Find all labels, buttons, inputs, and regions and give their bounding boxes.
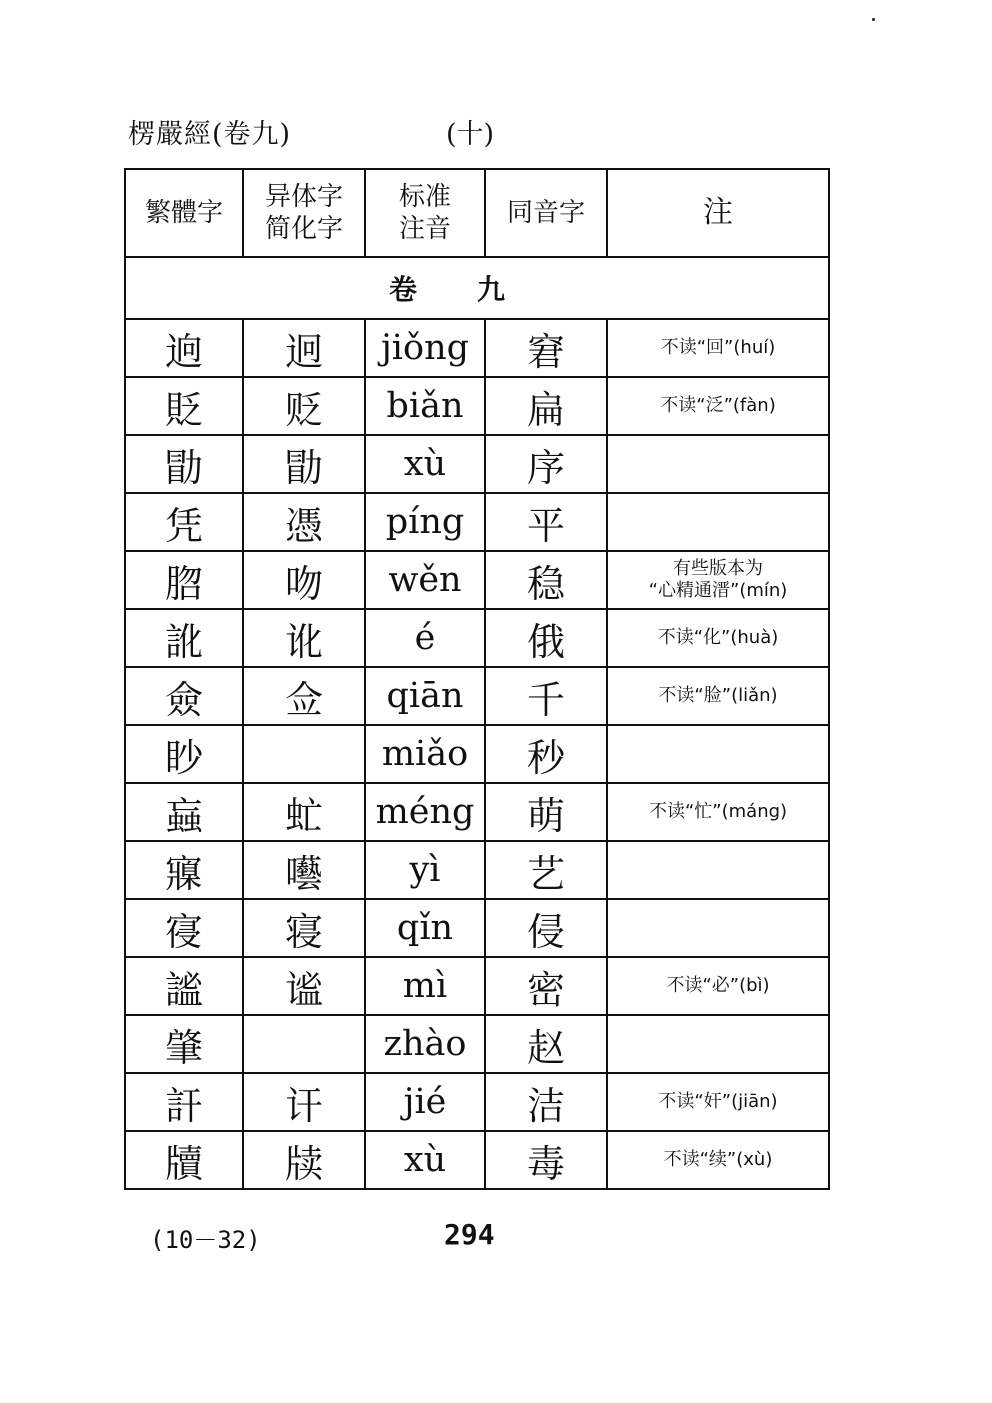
table-row [125, 377, 829, 435]
cell-note: 有些版本为 “心精通溍”(mín) [607, 551, 829, 609]
cell-homophone-char: 洁 [485, 1073, 607, 1131]
cell-traditional-char: 訐 [125, 1073, 243, 1131]
cell-traditional-char: 肇 [125, 1015, 243, 1073]
cell-traditional-char: 寱 [125, 841, 243, 899]
book-title: 楞嚴經(卷九) [128, 119, 292, 150]
cell-note: 不读“化”(huà) [607, 609, 829, 667]
cell-homophone-char: 侵 [485, 899, 607, 957]
page-number: 294 [444, 1218, 495, 1251]
cell-note [607, 899, 829, 957]
cell-pinyin: píng [365, 493, 485, 551]
cell-pinyin: qiān [365, 667, 485, 725]
cell-traditional-char: 貶 [125, 377, 243, 435]
table-row [125, 1015, 829, 1073]
table-row [125, 667, 829, 725]
cell-traditional-char: 蝱 [125, 783, 243, 841]
cell-traditional-char: 訛 [125, 609, 243, 667]
table-row [125, 551, 829, 609]
cell-note: 不读“必”(bì) [607, 957, 829, 1015]
cell-homophone-char: 扁 [485, 377, 607, 435]
table-row [125, 319, 829, 377]
table-row [125, 1073, 829, 1131]
cell-pinyin: mì [365, 957, 485, 1015]
pronunciation-table [124, 168, 830, 1190]
cell-homophone-char: 俄 [485, 609, 607, 667]
table-row [125, 435, 829, 493]
table-header-row [125, 169, 829, 257]
cell-note: 不读“脸”(liǎn) [607, 667, 829, 725]
cell-homophone-char: 稳 [485, 551, 607, 609]
page-code: (10－32) [150, 1226, 261, 1254]
cell-pinyin: qǐn [365, 899, 485, 957]
cell-simplified-char: 囈 [243, 841, 365, 899]
col-header-pinyin: 标准 注音 [365, 169, 485, 257]
cell-traditional-char: 凭 [125, 493, 243, 551]
table-row [125, 783, 829, 841]
cell-traditional-char: 牘 [125, 1131, 243, 1189]
cell-traditional-char: 寑 [125, 899, 243, 957]
cell-simplified-char: 佥 [243, 667, 365, 725]
cell-homophone-char: 萌 [485, 783, 607, 841]
table-row [125, 899, 829, 957]
table-row [125, 725, 829, 783]
cell-homophone-char: 秒 [485, 725, 607, 783]
cell-pinyin: é [365, 609, 485, 667]
cell-simplified-char: 吻 [243, 551, 365, 609]
cell-pinyin: xù [365, 1131, 485, 1189]
cell-simplified-char: 虻 [243, 783, 365, 841]
cell-homophone-char: 窘 [485, 319, 607, 377]
cell-pinyin: miǎo [365, 725, 485, 783]
table-row [125, 493, 829, 551]
cell-note: 不读“回”(huí) [607, 319, 829, 377]
table-row [125, 957, 829, 1015]
col-header-traditional: 繁體字 [125, 169, 243, 257]
speck-mark [872, 18, 875, 21]
cell-traditional-char: 眇 [125, 725, 243, 783]
cell-simplified-char: 贬 [243, 377, 365, 435]
cell-pinyin: méng [365, 783, 485, 841]
cell-simplified-char: 牍 [243, 1131, 365, 1189]
cell-note [607, 435, 829, 493]
section-row [125, 257, 829, 319]
cell-note [607, 1015, 829, 1073]
cell-pinyin: xù [365, 435, 485, 493]
cell-simplified-char [243, 1015, 365, 1073]
cell-simplified-char [243, 725, 365, 783]
cell-traditional-char: 謐 [125, 957, 243, 1015]
cell-simplified-char: 勖 [243, 435, 365, 493]
cell-note: 不读“忙”(máng) [607, 783, 829, 841]
cell-pinyin: zhào [365, 1015, 485, 1073]
cell-homophone-char: 千 [485, 667, 607, 725]
cell-note [607, 493, 829, 551]
cell-homophone-char: 赵 [485, 1015, 607, 1073]
table-row [125, 609, 829, 667]
cell-note [607, 725, 829, 783]
cell-traditional-char: 逈 [125, 319, 243, 377]
cell-homophone-char: 序 [485, 435, 607, 493]
cell-pinyin: wěn [365, 551, 485, 609]
section-title: 卷九 [125, 257, 829, 319]
col-header-note: 注 [607, 169, 829, 257]
section-number: (十) [446, 119, 495, 150]
cell-traditional-char: 僉 [125, 667, 243, 725]
cell-simplified-char: 憑 [243, 493, 365, 551]
table-row [125, 841, 829, 899]
cell-traditional-char: 脗 [125, 551, 243, 609]
cell-homophone-char: 毒 [485, 1131, 607, 1189]
cell-simplified-char: 寝 [243, 899, 365, 957]
cell-pinyin: jié [365, 1073, 485, 1131]
col-header-simplified: 异体字 简化字 [243, 169, 365, 257]
cell-pinyin: biǎn [365, 377, 485, 435]
cell-pinyin: yì [365, 841, 485, 899]
cell-homophone-char: 平 [485, 493, 607, 551]
cell-homophone-char: 艺 [485, 841, 607, 899]
col-header-homophone: 同音字 [485, 169, 607, 257]
cell-pinyin: jiǒng [365, 319, 485, 377]
table-row [125, 1131, 829, 1189]
cell-simplified-char: 讦 [243, 1073, 365, 1131]
cell-note [607, 841, 829, 899]
cell-note: 不读“奸”(jiān) [607, 1073, 829, 1131]
cell-traditional-char: 勖 [125, 435, 243, 493]
cell-simplified-char: 谧 [243, 957, 365, 1015]
cell-note: 不读“泛”(fàn) [607, 377, 829, 435]
cell-simplified-char: 讹 [243, 609, 365, 667]
cell-simplified-char: 迥 [243, 319, 365, 377]
cell-homophone-char: 密 [485, 957, 607, 1015]
cell-note: 不读“续”(xù) [607, 1131, 829, 1189]
